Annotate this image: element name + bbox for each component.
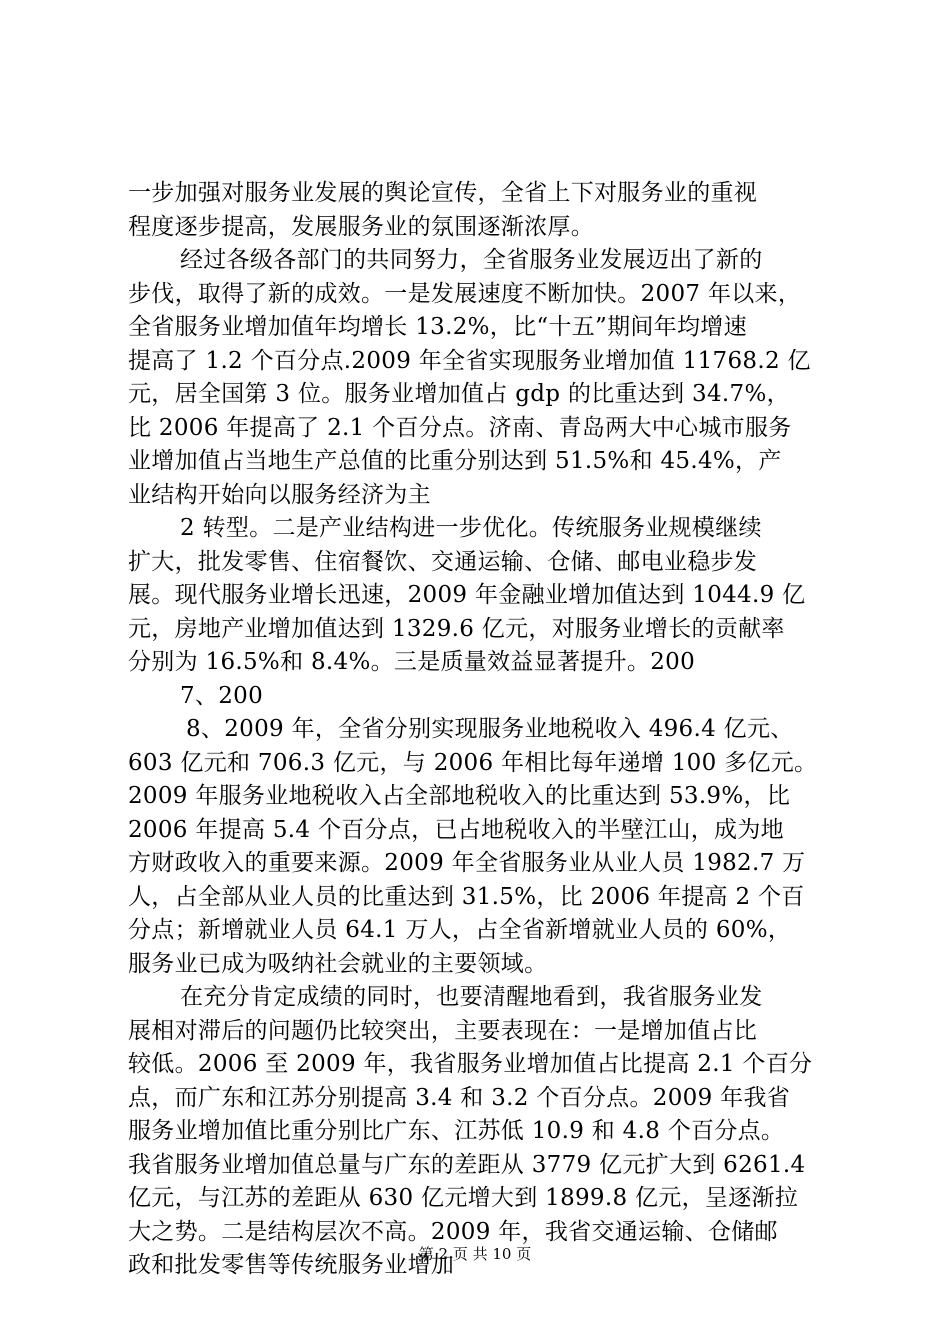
text-line: 程度逐步提高，发展服务业的氛围逐渐浓厚。 — [128, 213, 594, 240]
text-line: 元，房地产业增加值达到 1329.6 亿元，对服务业增长的贡献率 — [128, 615, 785, 642]
text-line: 分点；新增就业人员 64.1 万人，占全省新增就业人员的 60%， — [128, 917, 792, 943]
text-line: 方财政收入的重要来源。2009 年全省服务业从业人员 1982.7 万 — [128, 850, 806, 876]
page-number-footer: 第 2 页 共 10 页 — [418, 1245, 532, 1263]
text-line: 步伐，取得了新的成效。一是发展速度不断加快。2007 年以来， — [128, 280, 802, 307]
text-line: 展相对滞后的问题仍比较突出，主要表现在：一是增加值占比 — [128, 1017, 758, 1044]
paragraph-start-line: 在充分肯定成绩的同时，也要清醒地看到，我省服务业发 — [180, 984, 763, 1010]
text-line: 2006 年提高 5.4 个百分点，已占地税收入的半壁江山，成为地 — [128, 816, 784, 843]
document-body — [128, 177, 830, 1283]
text-line: 一步加强对服务业发展的舆论宣传，全省上下对服务业的重视 — [128, 180, 758, 206]
text-line: 扩大，批发零售、住宿餐饮、交通运输、仓储、邮电业稳步发 — [128, 548, 758, 575]
paragraph-start-line: 7、200 — [180, 682, 264, 709]
text-line: 比 2006 年提高了 2.1 个百分点。济南、青岛两大中心城市服务 — [128, 414, 792, 441]
text-line: 服务业增加值比重分别比广东、江苏低 10.9 和 4.8 个百分点。 — [128, 1118, 785, 1144]
text-line: 业结构开始向以服务经济为主 — [128, 481, 431, 508]
text-line: 提高了 1.2 个百分点.2009 年全省实现服务业增加值 11768.2 亿 — [128, 347, 811, 374]
paragraph-start-line: 8、2009 年，全省分别实现服务业地税收入 496.4 亿元、 — [186, 716, 794, 742]
text-line: 业增加值占当地生产总值的比重分别达到 51.5%和 45.4%，产 — [128, 448, 782, 474]
text-line: 603 亿元和 706.3 亿元，与 2006 年相比每年递增 100 多亿元。 — [128, 749, 818, 776]
text-line: 2009 年服务业地税收入占全部地税收入的比重达到 53.9%，比 — [128, 783, 791, 809]
text-line: 亿元，与江苏的差距从 630 亿元增大到 1899.8 亿元，呈逐渐拉 — [128, 1185, 799, 1211]
text-line: 点，而广东和江苏分别提高 3.4 和 3.2 个百分点。2009 年我省 — [128, 1084, 791, 1111]
text-line: 我省服务业增加值总量与广东的差距从 3779 亿元扩大到 6261.4 — [128, 1151, 806, 1178]
text-line: 元，居全国第 3 位。服务业增加值占 gdp 的比重达到 34.7%， — [128, 381, 790, 407]
paragraph-start-line: 经过各级各部门的共同努力，全省服务业发展迈出了新的 — [180, 247, 763, 273]
text-line: 人，占全部从业人员的比重达到 31.5%，比 2006 年提高 2 个百 — [128, 883, 805, 910]
text-line: 大之势。二是结构层次不高。2009 年，我省交通运输、仓储邮 — [128, 1218, 778, 1245]
text-line: 全省服务业增加值年均增长 13.2%，比“十五”期间年均增速 — [128, 314, 747, 340]
text-line: 分别为 16.5%和 8.4%。三是质量效益显著提升。200 — [128, 649, 696, 675]
paragraph-start-line: 2 转型。二是产业结构进一步优化。传统服务业规模继续 — [180, 515, 762, 541]
text-line: 政和批发零售等传统服务业增加 — [128, 1252, 455, 1278]
text-line: 服务业已成为吸纳社会就业的主要领域。 — [128, 950, 548, 977]
text-line: 展。现代服务业增长迅速，2009 年金融业增加值达到 1044.9 亿 — [128, 582, 806, 608]
text-line: 较低。2006 至 2009 年，我省服务业增加值占比提高 2.1 个百分 — [128, 1051, 813, 1077]
